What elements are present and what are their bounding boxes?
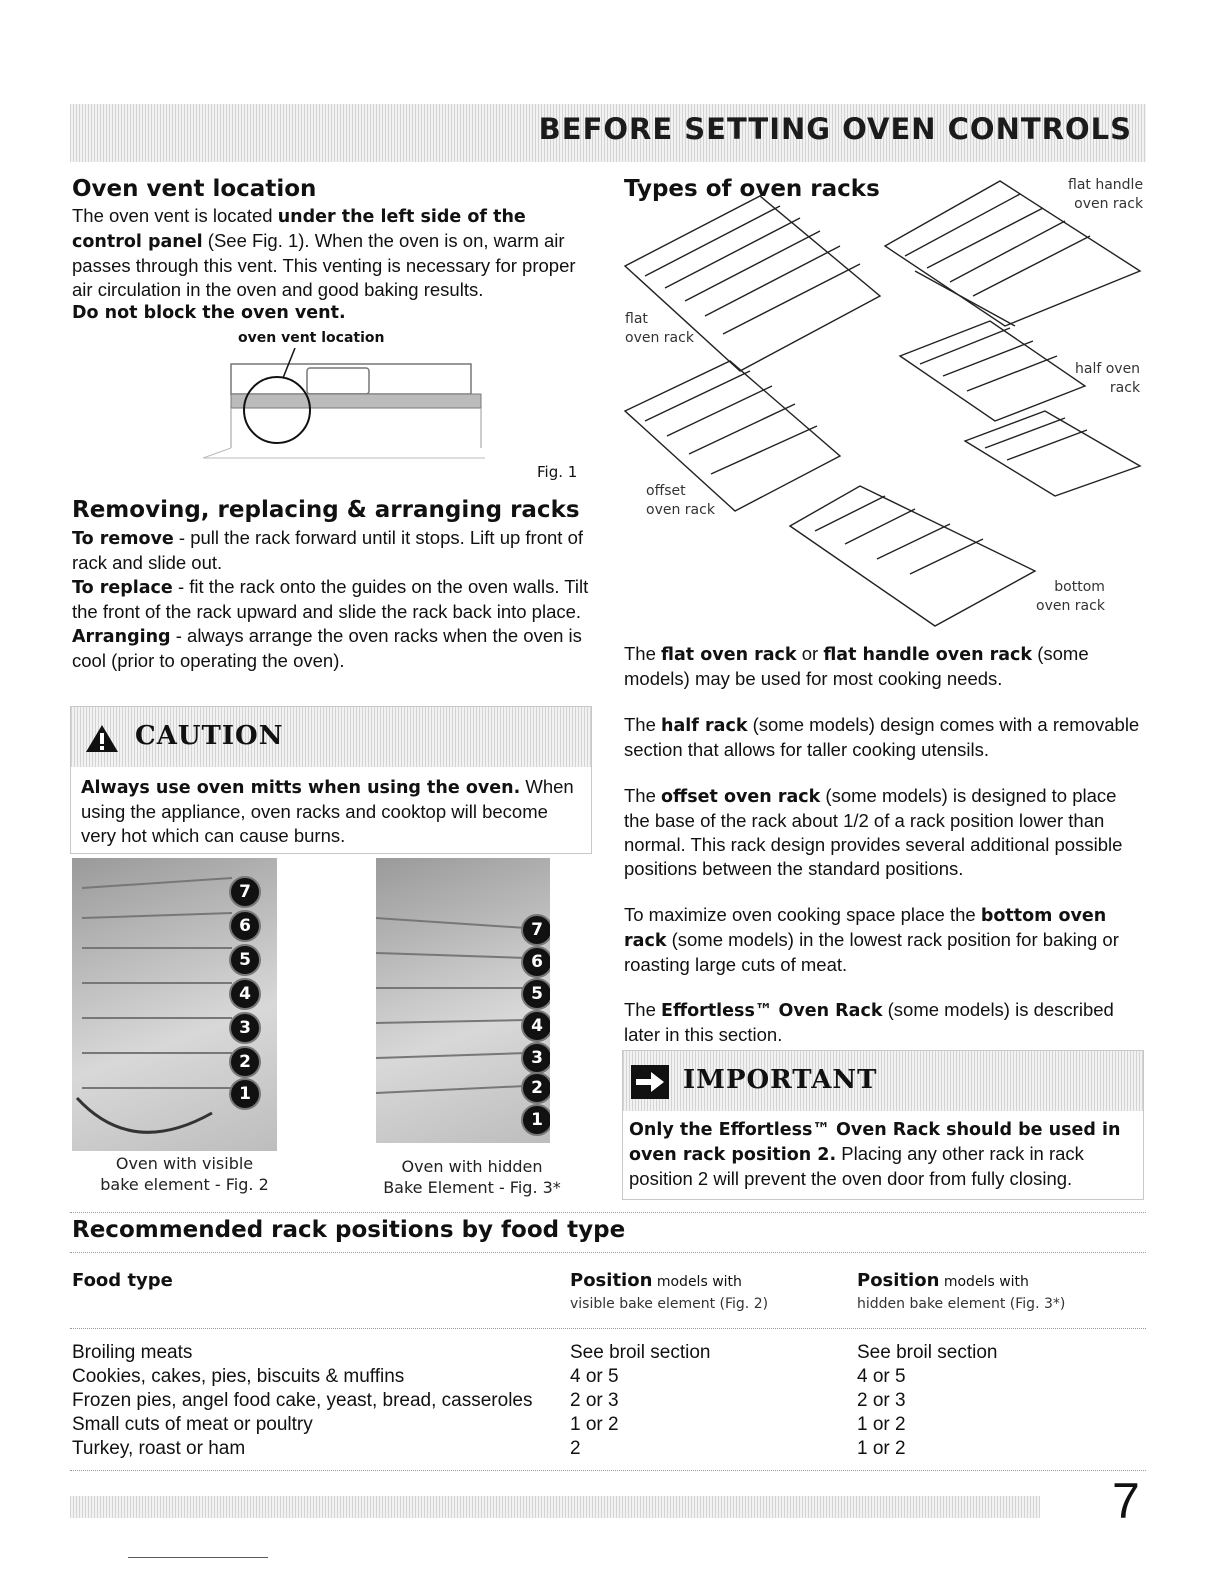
label-offset-rack: offset oven rack xyxy=(646,483,715,518)
position-4-badge: 4 xyxy=(521,1010,550,1042)
position-7-badge: 7 xyxy=(229,876,261,908)
column-header-visible: Position models with visible bake element (Fig. 2) xyxy=(570,1270,769,1312)
fig2-caption: Oven with visible bake element - Fig. 2 xyxy=(100,1154,269,1194)
flat-rack-paragraph: The flat oven rack or flat handle oven rack (some models) may be used for most cooking needs. xyxy=(624,643,1089,689)
position-1-badge: 1 xyxy=(229,1078,261,1110)
caution-box xyxy=(70,706,592,854)
label-half-rack: half oven rack xyxy=(1075,361,1141,396)
fig1-caption: Fig. 1 xyxy=(537,463,578,481)
caution-title: CAUTION xyxy=(135,721,284,751)
caution-header xyxy=(71,707,591,767)
racks-heading: Removing, replacing & arranging racks xyxy=(72,497,580,523)
food-type-cell: Cookies, cakes, pies, biscuits & muffins xyxy=(72,1366,405,1387)
column-header-food: Food type xyxy=(72,1270,173,1291)
position-6-badge: 6 xyxy=(521,946,550,978)
vent-warning: Do not block the oven vent. xyxy=(72,303,346,323)
arrow-right-icon xyxy=(631,1065,669,1099)
label-flat-rack: flat oven rack xyxy=(625,311,694,346)
label-bottom-rack: bottom oven rack xyxy=(1036,579,1105,614)
vent-figure-label: oven vent location xyxy=(238,330,385,346)
hidden-position-cell: 2 or 3 xyxy=(857,1390,906,1411)
important-text: Only the Effortless™ Oven Rack should be used in oven rack position 2. Placing any other rack in rack position 2 will prevent the oven door from fully closing. xyxy=(629,1120,1121,1189)
position-4-badge: 4 xyxy=(229,978,261,1010)
page-title: BEFORE SETTING OVEN CONTROLS xyxy=(538,112,1132,146)
vent-heading: Oven vent location xyxy=(72,176,317,202)
oven-photo-fig2 xyxy=(72,858,277,1151)
position-2-badge: 2 xyxy=(521,1072,550,1104)
warning-icon xyxy=(85,723,119,753)
food-type-cell: Broiling meats xyxy=(72,1342,193,1363)
table-divider xyxy=(70,1328,1146,1329)
visible-position-cell: See broil section xyxy=(570,1342,711,1363)
page-number: 7 xyxy=(1112,1473,1140,1529)
table-heading: Recommended rack positions by food type xyxy=(72,1217,626,1243)
rack-table xyxy=(72,1341,1107,1461)
position-5-badge: 5 xyxy=(521,978,550,1010)
food-type-cell: Frozen pies, angel food cake, yeast, bread, casseroles xyxy=(72,1390,533,1411)
vent-paragraph: The oven vent is located under the left side of the control panel (See Fig. 1). When the oven is on, warm air passes through this vent. This venting is necessary for proper air circulation in the oven and good baking results. xyxy=(72,205,576,300)
position-2-badge: 2 xyxy=(229,1046,261,1078)
position-5-badge: 5 xyxy=(229,944,261,976)
hidden-position-cell: 1 or 2 xyxy=(857,1414,906,1435)
offset-rack-paragraph: The offset oven rack (some models) is designed to place the base of the rack about 1/2 of a rack position lower than normal. This rack design provides several additional possible positions between the standard positions. xyxy=(624,785,1123,879)
effortless-rack-paragraph: The Effortless™ Oven Rack (some models) is described later in this section. xyxy=(624,999,1114,1045)
position-6-badge: 6 xyxy=(229,910,261,942)
footer-mark xyxy=(128,1557,268,1558)
rack-position-table xyxy=(72,1341,1107,1461)
visible-position-cell: 1 or 2 xyxy=(570,1414,619,1435)
hidden-position-cell: See broil section xyxy=(857,1342,998,1363)
racks-paragraph: To remove - pull the rack forward until it stops. Lift up front of rack and slide out. To replace - fit the rack onto the guides on the oven walls. Tilt the front of the rack upward and slide the rack back into place. Arranging - always arrange the oven racks when the oven is cool (prior to operating the oven). xyxy=(72,527,589,671)
bottom-rack-paragraph: To maximize oven cooking space place the bottom oven rack (some models) in the lowest rack position for baking or roasting large cuts of meat. xyxy=(624,904,1119,975)
half-rack-paragraph: The half rack (some models) design comes with a removable section that allows for taller cooking utensils. xyxy=(624,714,1140,760)
oven-racks-illustration xyxy=(615,176,1150,641)
position-1-badge: 1 xyxy=(521,1104,550,1136)
footer-bar xyxy=(70,1496,1040,1518)
table-row xyxy=(72,1437,1107,1461)
hidden-position-cell: 4 or 5 xyxy=(857,1366,906,1387)
table-row xyxy=(72,1413,1107,1437)
important-title: IMPORTANT xyxy=(683,1065,878,1095)
fig3-caption: Oven with hidden Bake Element - Fig. 3* xyxy=(383,1157,561,1197)
types-heading: Types of oven racks xyxy=(624,176,880,202)
table-row xyxy=(72,1341,1107,1365)
label-flat-handle-rack: flat handle oven rack xyxy=(1068,177,1144,212)
table-divider xyxy=(70,1470,1146,1471)
visible-position-cell: 2 or 3 xyxy=(570,1390,619,1411)
food-type-cell: Small cuts of meat or poultry xyxy=(72,1414,313,1435)
important-header xyxy=(623,1051,1143,1111)
section-divider xyxy=(70,1212,1146,1213)
section-banner xyxy=(70,104,1146,162)
hidden-position-cell: 1 or 2 xyxy=(857,1438,906,1459)
important-box xyxy=(622,1050,1144,1200)
section-divider xyxy=(70,1252,1146,1253)
table-row xyxy=(72,1365,1107,1389)
position-7-badge: 7 xyxy=(521,914,550,946)
food-type-cell: Turkey, roast or ham xyxy=(72,1438,246,1459)
table-row xyxy=(72,1389,1107,1413)
position-3-badge: 3 xyxy=(521,1042,550,1074)
position-3-badge: 3 xyxy=(229,1012,261,1044)
visible-position-cell: 2 xyxy=(570,1438,581,1459)
caution-text: Always use oven mitts when using the oven. When using the appliance, oven racks and cooktop will become very hot which can cause burns. xyxy=(81,776,574,846)
visible-position-cell: 4 or 5 xyxy=(570,1366,619,1387)
oven-photo-fig3 xyxy=(376,858,550,1143)
vent-figure xyxy=(195,348,495,488)
column-header-hidden: Position models with hidden bake element (Fig. 3*) xyxy=(857,1270,1066,1312)
